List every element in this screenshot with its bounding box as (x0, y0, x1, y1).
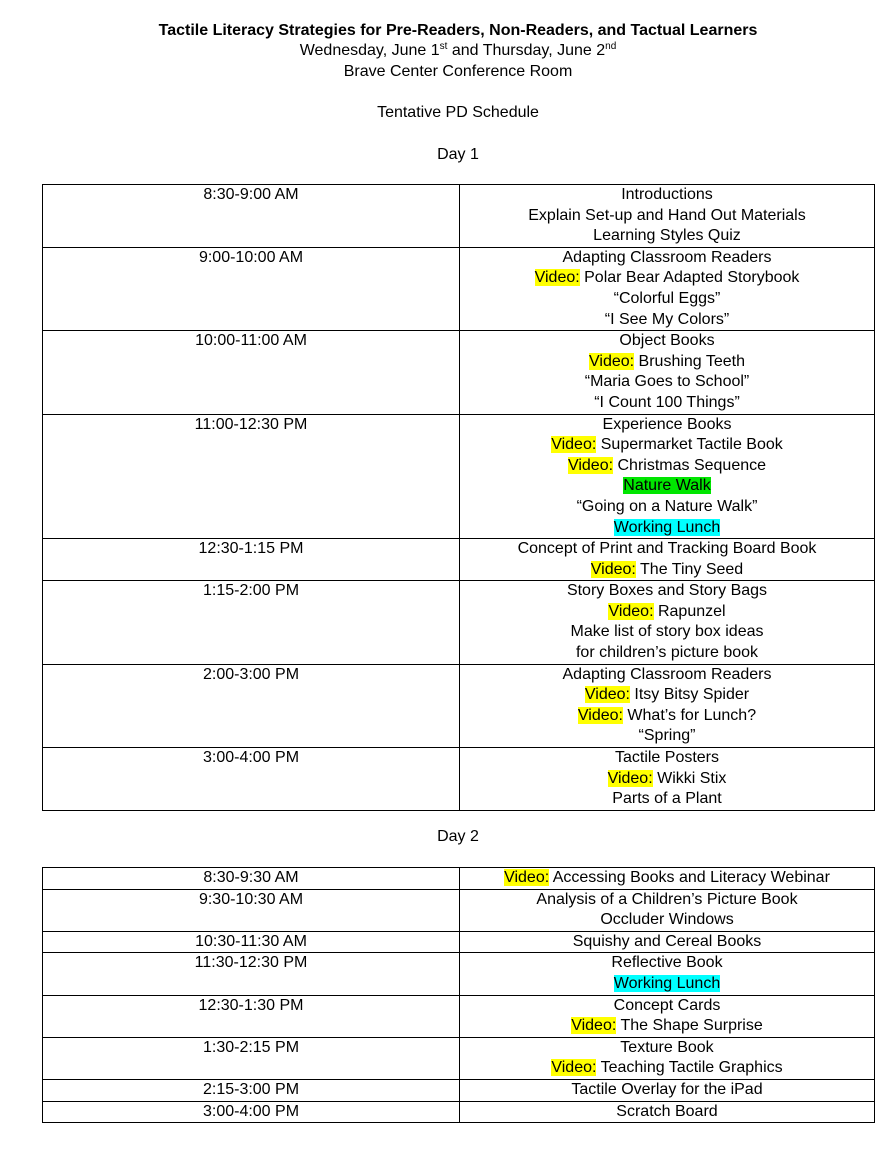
schedule-row (43, 664, 875, 747)
activity-text: Supermarket Tactile Book (596, 436, 783, 454)
activity-text: Reflective Book (611, 954, 723, 972)
activity-line (460, 352, 874, 373)
date-day1-suffix: st (439, 41, 448, 52)
activity-text: “Going on a Nature Walk” (576, 497, 758, 515)
time-slot (43, 414, 460, 539)
activity-text: The Tiny Seed (635, 560, 744, 578)
activity-text: Introductions (621, 186, 713, 203)
activity-line (460, 518, 874, 539)
activity-cell (460, 1037, 875, 1079)
activity-text: Christmas Sequence (613, 456, 767, 474)
day2-heading: Day 2 (437, 828, 479, 845)
activity-line (460, 910, 874, 931)
activity-line (460, 560, 874, 581)
activity-text: What’s for Lunch? (622, 706, 757, 724)
activity-line (460, 974, 874, 995)
activity-line (460, 890, 874, 911)
activity-cell (460, 748, 875, 811)
activity-text: Tactile Posters (614, 749, 720, 767)
activity-text: “Colorful Eggs” (613, 289, 721, 307)
activity-line (460, 789, 874, 810)
activity-cell (460, 995, 875, 1037)
activity-line (460, 602, 874, 623)
activity-text: Adapting Classroom Readers (562, 665, 772, 683)
video-label: Video: (584, 686, 630, 704)
activity-line (460, 393, 874, 414)
video-label: Video: (571, 1017, 617, 1035)
activity-cell (460, 868, 875, 890)
activity-line (460, 1102, 874, 1123)
activity-text: for children’s picture book (575, 644, 759, 662)
video-label: Video: (567, 456, 614, 474)
time-text: 2:15-3:00 PM (202, 1080, 300, 1098)
activity-text: Polar Bear Adapted Storybook (579, 269, 800, 287)
activity-text: Story Boxes and Story Bags (566, 582, 768, 600)
activity-line (460, 185, 874, 206)
activity-line (460, 622, 874, 643)
activity-line (460, 476, 874, 497)
activity-line (460, 372, 874, 393)
activity-line (460, 1038, 874, 1059)
activity-line (460, 415, 874, 436)
activity-text: Teaching Tactile Graphics (596, 1059, 783, 1077)
activity-text: Occluder Windows (600, 911, 734, 929)
video-label: Video: (534, 269, 580, 287)
day1-schedule-table (42, 184, 875, 811)
activity-cell (460, 1079, 875, 1101)
activity-text: Explain Set-up and Hand Out Materials (528, 206, 806, 224)
activity-text: Texture Book (620, 1038, 714, 1056)
activity-line (460, 268, 874, 289)
video-label: Video: (551, 1059, 597, 1077)
time-text: 12:30-1:15 PM (198, 540, 304, 558)
schedule-row (43, 953, 875, 995)
activity-line (460, 1080, 874, 1101)
time-slot (43, 581, 460, 664)
schedule-row (43, 931, 875, 953)
date-day2-text: and Thursday, June 2 (447, 42, 606, 59)
activity-cell (460, 185, 875, 248)
activity-text: “I Count 100 Things” (594, 393, 740, 411)
schedule-subtitle: Tentative PD Schedule (377, 104, 539, 121)
activity-text: Scratch Board (616, 1102, 718, 1120)
activity-cell (460, 931, 875, 953)
highlighted-activity-text: Working Lunch (613, 518, 721, 536)
video-label: Video: (608, 602, 654, 620)
activity-cell (460, 664, 875, 747)
video-label: Video: (551, 436, 597, 454)
activity-cell (460, 539, 875, 581)
activity-line (460, 310, 874, 331)
activity-text: “Spring” (638, 727, 696, 745)
activity-line (460, 206, 874, 227)
time-text: 12:30-1:30 PM (198, 996, 304, 1014)
activity-line (460, 1016, 874, 1037)
schedule-row (43, 539, 875, 581)
time-text: 11:30-12:30 PM (194, 954, 308, 972)
schedule-row (43, 748, 875, 811)
schedule-row (43, 1037, 875, 1079)
activity-line (460, 497, 874, 518)
activity-text: The Shape Surprise (616, 1017, 763, 1035)
video-label: Video: (590, 560, 636, 578)
time-text: 8:30-9:00 AM (203, 186, 299, 203)
schedule-row (43, 185, 875, 248)
time-slot (43, 664, 460, 747)
video-label: Video: (504, 869, 550, 886)
activity-line (460, 868, 874, 889)
activity-line (460, 226, 874, 247)
time-slot (43, 953, 460, 995)
time-slot (43, 331, 460, 414)
time-text: 9:00-10:00 AM (198, 248, 304, 266)
time-slot (43, 539, 460, 581)
schedule-row (43, 868, 875, 890)
activity-cell (460, 247, 875, 330)
activity-text: Make list of story box ideas (570, 623, 764, 641)
activity-cell (460, 1101, 875, 1123)
time-text: 9:30-10:30 AM (198, 890, 304, 908)
time-slot (43, 748, 460, 811)
schedule-row (43, 414, 875, 539)
time-text: 1:30-2:15 PM (202, 1038, 300, 1056)
schedule-row (43, 581, 875, 664)
activity-text: Analysis of a Children’s Picture Book (536, 890, 798, 908)
activity-text: Itsy Bitsy Spider (629, 686, 750, 704)
activity-text: Wikki Stix (652, 769, 727, 787)
activity-text: “I See My Colors” (604, 310, 730, 328)
highlighted-activity-text: Working Lunch (613, 974, 721, 992)
time-slot (43, 1079, 460, 1101)
time-slot (43, 1037, 460, 1079)
activity-text: Accessing Books and Literacy Webinar (549, 869, 830, 886)
video-label: Video: (607, 769, 653, 787)
date-day2-suffix: nd (605, 41, 617, 52)
activity-line (460, 706, 874, 727)
activity-cell (460, 331, 875, 414)
activity-line (460, 996, 874, 1017)
activity-text: Rapunzel (653, 602, 726, 620)
activity-line (460, 685, 874, 706)
activity-cell (460, 889, 875, 931)
activity-text: Experience Books (602, 415, 732, 433)
time-slot (43, 185, 460, 248)
time-slot (43, 931, 460, 953)
activity-line (460, 581, 874, 602)
activity-line (460, 932, 874, 953)
activity-line (460, 539, 874, 560)
schedule-row (43, 889, 875, 931)
activity-text: Concept Cards (613, 996, 721, 1014)
activity-line (460, 769, 874, 790)
activity-line (460, 331, 874, 352)
activity-line (460, 435, 874, 456)
activity-cell (460, 414, 875, 539)
time-slot (43, 889, 460, 931)
event-location: Brave Center Conference Room (343, 63, 573, 80)
time-text: 3:00-4:00 PM (202, 1102, 300, 1120)
activity-cell (460, 581, 875, 664)
activity-text: Learning Styles Quiz (593, 227, 741, 245)
schedule-row (43, 995, 875, 1037)
schedule-row (43, 331, 875, 414)
highlighted-activity-text: Nature Walk (623, 477, 711, 495)
activity-line (460, 1058, 874, 1079)
document-title: Tactile Literacy Strategies for Pre-Readers, Non-Readers, and Tactual Learners (158, 22, 758, 39)
activity-line (460, 665, 874, 686)
date-day1-text: Wednesday, June 1 (299, 42, 440, 59)
time-text: 3:00-4:00 PM (202, 749, 300, 767)
time-text: 8:30-9:30 AM (203, 869, 299, 886)
event-dates (0, 41, 896, 61)
time-text: 1:15-2:00 PM (202, 582, 300, 600)
activity-text: Adapting Classroom Readers (562, 248, 772, 266)
time-slot (43, 995, 460, 1037)
activity-cell (460, 953, 875, 995)
time-text: 10:00-11:00 AM (195, 332, 307, 350)
activity-text: “Maria Goes to School” (584, 373, 750, 391)
activity-text: Brushing Teeth (634, 352, 745, 370)
activity-line (460, 953, 874, 974)
activity-line (460, 289, 874, 310)
video-label: Video: (589, 352, 635, 370)
schedule-row (43, 1079, 875, 1101)
schedule-row (43, 1101, 875, 1123)
schedule-row (43, 247, 875, 330)
activity-line (460, 248, 874, 269)
activity-text: Squishy and Cereal Books (572, 932, 762, 950)
time-text: 10:30-11:30 AM (195, 932, 307, 950)
day1-heading: Day 1 (437, 146, 479, 163)
activity-text: Object Books (619, 332, 715, 350)
activity-text: Concept of Print and Tracking Board Book (517, 540, 817, 558)
day2-schedule-table (42, 867, 875, 1123)
time-text: 2:00-3:00 PM (202, 665, 300, 683)
activity-text: Parts of a Plant (612, 790, 722, 808)
activity-text: Tactile Overlay for the iPad (571, 1080, 763, 1098)
time-slot (43, 1101, 460, 1123)
activity-line (460, 726, 874, 747)
activity-line (460, 456, 874, 477)
time-text: 11:00-12:30 PM (194, 415, 308, 433)
video-label: Video: (577, 706, 623, 724)
time-slot (43, 247, 460, 330)
activity-line (460, 643, 874, 664)
time-slot (43, 868, 460, 890)
activity-line (460, 748, 874, 769)
